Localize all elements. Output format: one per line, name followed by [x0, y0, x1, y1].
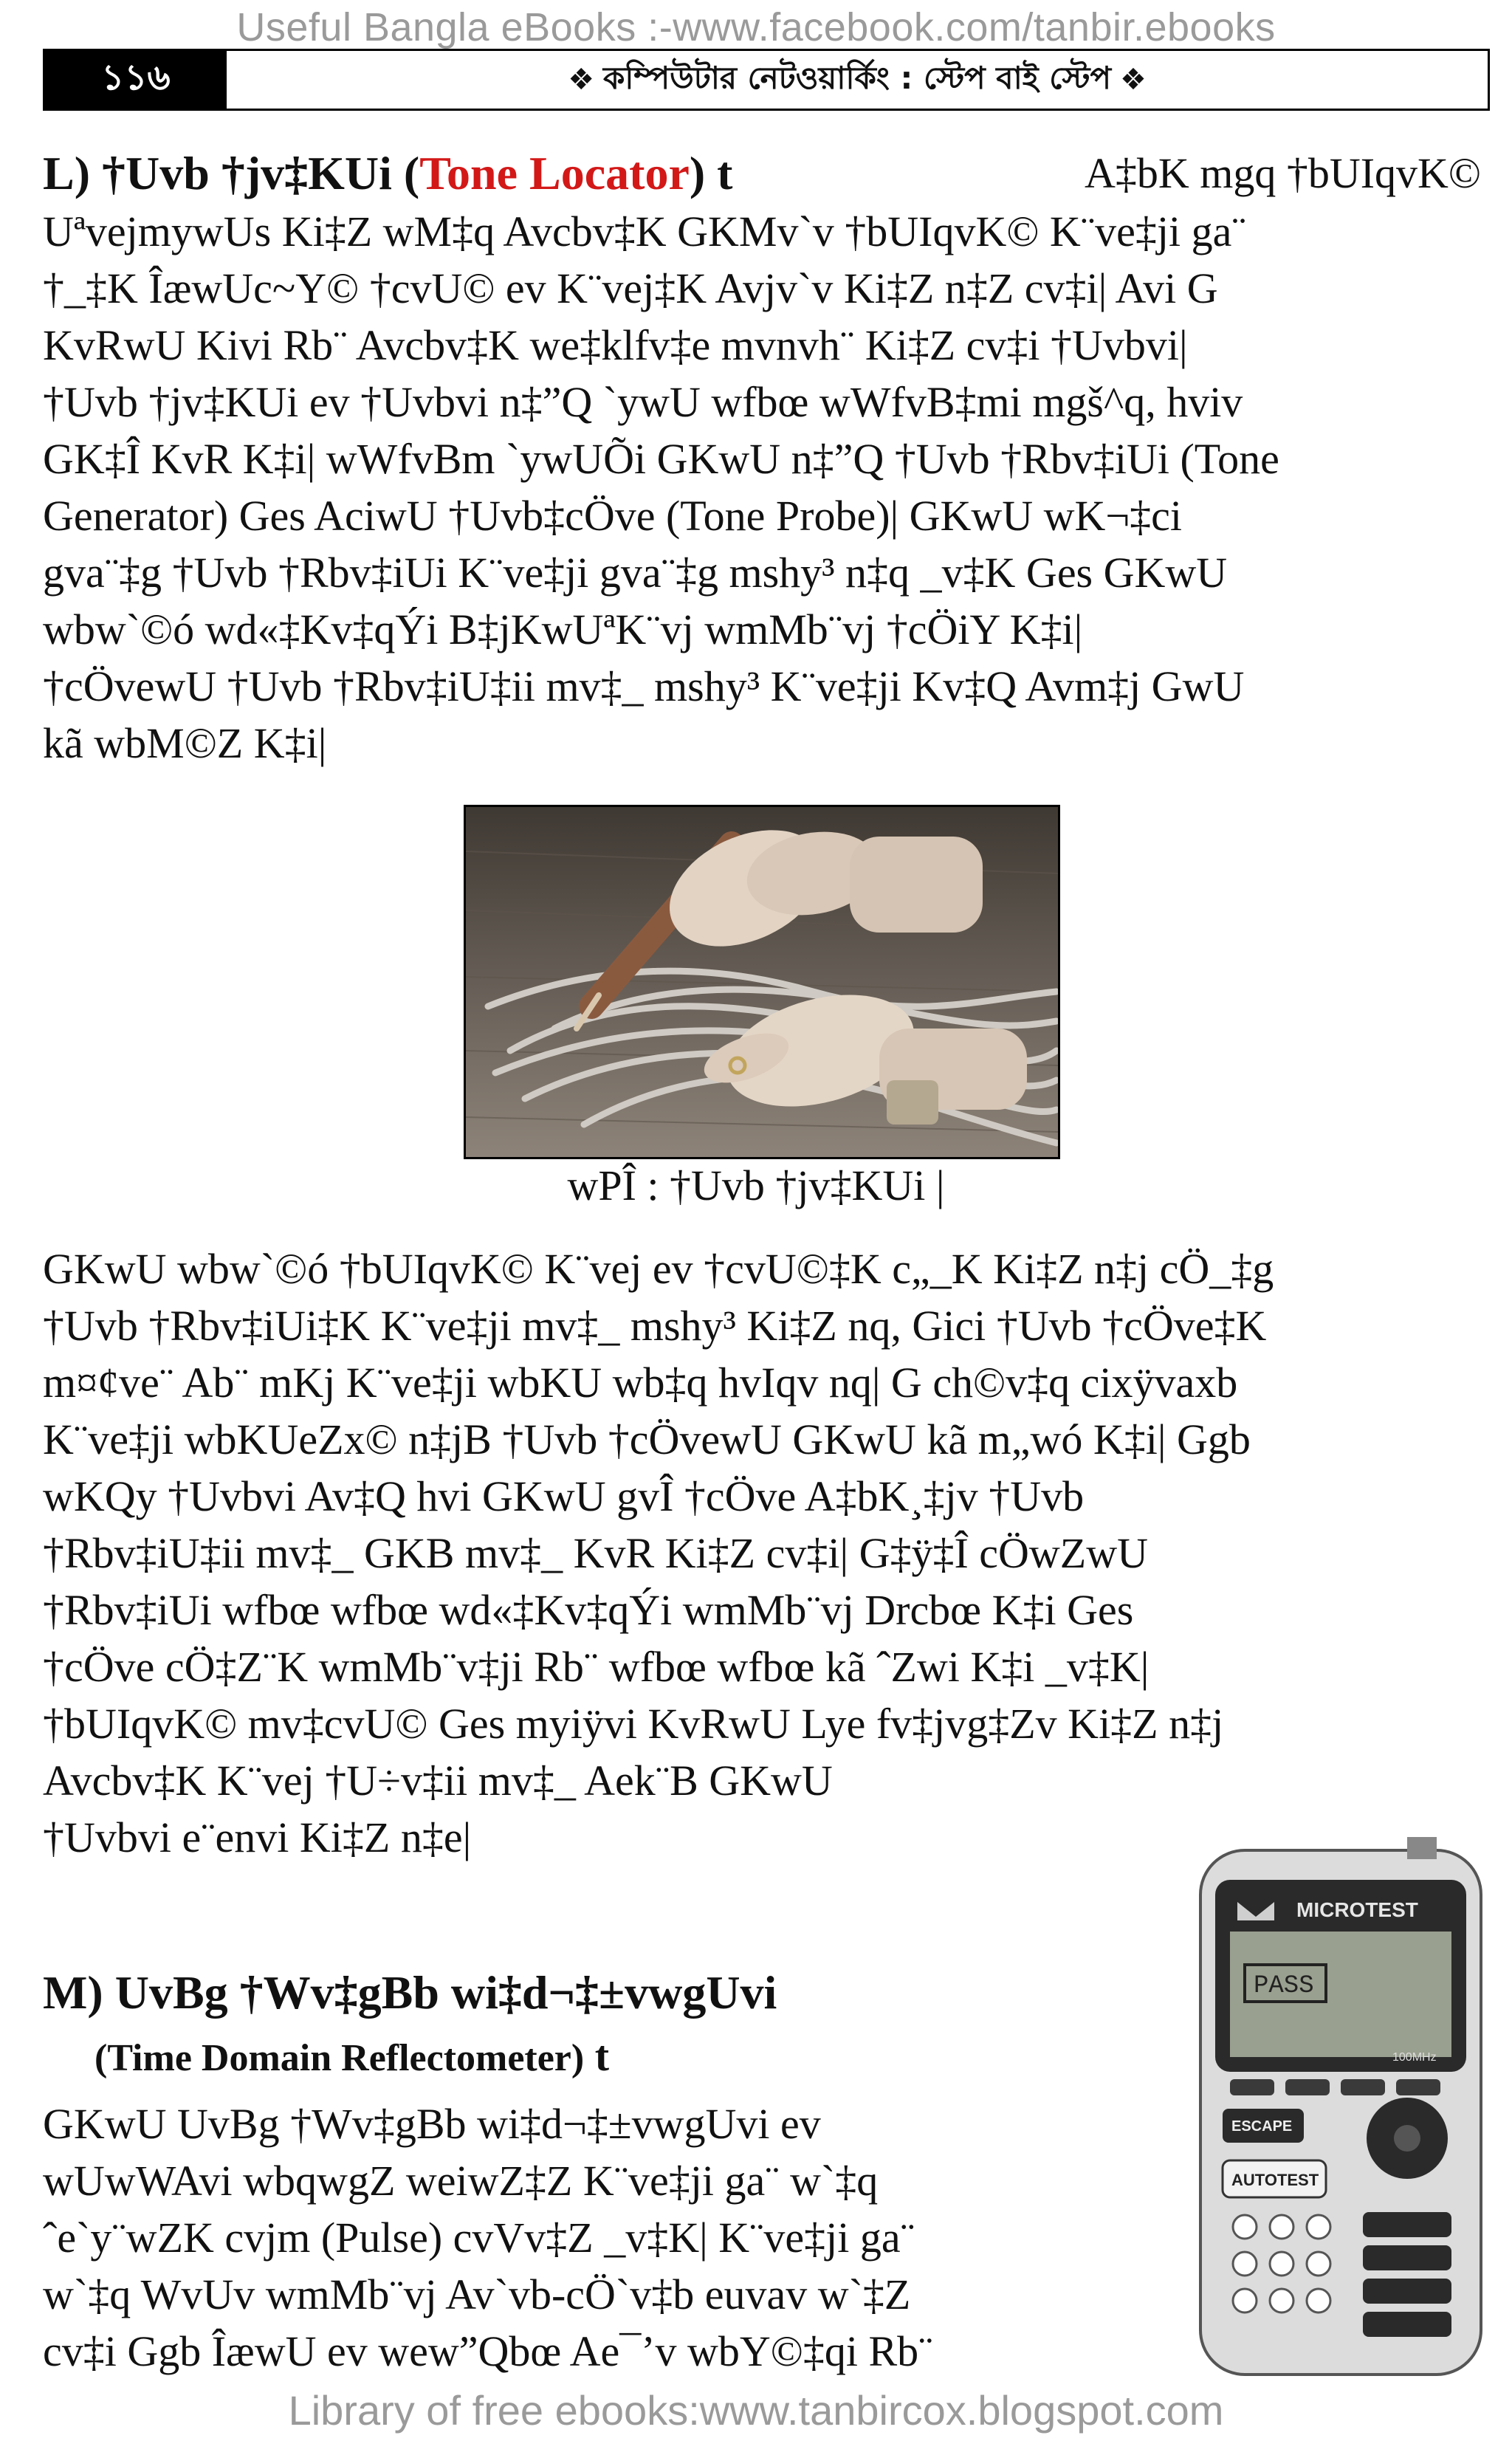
escape-key-label: ESCAPE	[1231, 2118, 1293, 2135]
text-span: †Rbv‡iU‡ii mv‡_ GKB mv‡_ KvR Ki‡Z cv‡i| G‡ÿ‡Î cÖwZwU	[43, 1529, 1148, 1577]
section-m-subtitle: (Time Domain Reflectometer)	[94, 2037, 585, 2079]
text-span: †Uvb †Rbv‡iUi‡K K¨ve‡ji mv‡_ mshy³ Ki‡Z nq, Gici †Uvb †cÖve‡K	[43, 1302, 1267, 1350]
text-span: †Uvb †jv‡KUi ev †Uvbvi n‡”Q `ywU wfbœ wWfvB‡mi mgš^q, hviv	[43, 378, 1243, 426]
section-l	[43, 145, 1481, 772]
text-span: m¤¢ve¨ Ab¨ mKj K¨ve‡ji wbKU wb‡q hvIqv nq| G ch©v‡q cixÿvaxb	[43, 1359, 1238, 1407]
text-line	[43, 1695, 1482, 1752]
figure-caption: wPÎ : †Uvb †jv‡KUi |	[567, 1161, 945, 1209]
text-span: wUwWAvi wbqwgZ weiwZ‡Z K¨ve‡ji ga¨ w`‡q	[43, 2157, 879, 2205]
text-line	[43, 1752, 1128, 1809]
function-key	[1341, 2079, 1385, 2095]
text-span: w`‡q WvUv wmMb¨vj Av`vb-cÖ`v‡b euvav w`‡Z	[43, 2270, 911, 2318]
text-span: GKwU UvBg †Wv‡gBb wi‡d¬‡±vwgUvi ev	[43, 2100, 821, 2148]
text-line	[43, 1240, 1482, 1297]
text-line	[43, 1525, 1482, 1582]
text-span: gva¨‡g †Uvb †Rbv‡iUi K¨ve‡ji gva¨‡g mshy³ n‡q _v‡K Ges GKwU	[43, 549, 1228, 597]
section-l-heading-line	[43, 145, 1481, 203]
text-span: Avcbv‡K K¨vej †U÷v‡ii mv‡_ Aek¨B GKwU	[43, 1757, 833, 1805]
text-span: wKQy †Uvbvi Av‡Q hvi GKwU gvÎ †cÖve A‡bK¸‡jv †Uvb	[43, 1472, 1085, 1520]
text-span: ˆe`y¨wZK cvjm (Pulse) cvVv‡Z _v‡K| K¨ve‡ji ga¨	[43, 2214, 915, 2262]
tdr-device-illustration	[1186, 1836, 1496, 2382]
text-span: UªvejmywUs Ki‡Z wM‡q Avcbv‡K GKMv`v †bUIqvK© K¨ve‡ji ga¨	[43, 207, 1246, 255]
text-span: †_‡K ÎæwUc~Y© †cvU© ev K¨vej‡K Avjv`v Ki‡Z n‡Z cv‡i| Avi G	[43, 264, 1218, 312]
text-span: wbw`©ó wd«‡Kv‡qÝi B‡jKwUªK¨vj wmMb¨vj †cÖiY K‡i|	[43, 605, 1083, 653]
page-number: ১১৬	[45, 51, 227, 109]
text-span: GK‡Î KvR K‡i| wWfvBm `ywUÕi GKwU n‡”Q †Uvb †Rbv‡iUi (Tone	[43, 435, 1279, 483]
text-line	[43, 374, 1481, 430]
text-line	[43, 1411, 1482, 1468]
watermark-bottom: Library of free ebooks:www.tanbircox.blogspot.com	[288, 2387, 1224, 2434]
device-freq: 100MHz	[1392, 2051, 1437, 2064]
text-line	[43, 1468, 1482, 1525]
text-span: cv‡i Ggb ÎæwU ev wew”Qbœ Ae¯’v wbY©‡qi Rb¨	[43, 2327, 933, 2375]
text-line	[43, 430, 1481, 487]
text-line	[43, 2152, 1135, 2209]
text-line	[43, 1297, 1482, 1354]
section-m-heading: M) UvBg †Wv‡gBb wi‡d¬‡±vwgUvi	[43, 1966, 777, 2019]
tone-locator-illustration	[466, 807, 1058, 1157]
text-line	[43, 317, 1481, 374]
running-title: কম্পিউটার নেটওয়ার্কিং : স্টেপ বাই স্টেপ	[603, 59, 1111, 96]
text-line	[43, 1582, 1482, 1638]
function-key	[1396, 2079, 1440, 2095]
text-line	[43, 1638, 1482, 1695]
section-l-label-end: ) t	[689, 147, 733, 199]
text-line	[43, 658, 1481, 715]
running-title-box	[227, 51, 1488, 109]
section-m-subtitle-line	[94, 2027, 609, 2087]
tdr-device-photo	[1186, 1836, 1496, 2382]
tone-locator-photo	[464, 805, 1060, 1159]
text-line	[43, 1354, 1482, 1411]
section-l-label: L) †Uvb †jv‡KUi (	[43, 147, 420, 199]
text-span: †cÖvewU †Uvb †Rbv‡iU‡ii mv‡_ mshy³ K¨ve‡ji Kv‡Q Avm‡j GwU	[43, 662, 1245, 710]
text-span: KvRwU Kivi Rb¨ Avcbv‡K we‡klfv‡e mvnvh¨ Ki‡Z cv‡i †Uvbvi|	[43, 321, 1188, 369]
text-span: †cÖve cÖ‡Z¨K wmMb¨v‡ji Rb¨ wfbœ wfbœ kã ˆZwi K‡i _v‡K|	[43, 1643, 1150, 1691]
diamond-icon: ❖	[1119, 63, 1147, 97]
text-line	[43, 2209, 1135, 2266]
section-l-highlight: Tone Locator	[419, 147, 690, 199]
text-span: †Uvbvi e¨envi Ki‡Z n‡e|	[43, 1813, 472, 1861]
device-display-text: PASS	[1254, 1972, 1314, 2000]
text-line	[43, 260, 1481, 317]
text-line	[43, 715, 1481, 772]
text-line	[43, 2095, 1135, 2152]
watermark-top: Useful Bangla eBooks :-www.facebook.com/tanbir.ebooks	[236, 5, 1276, 49]
text-line	[43, 601, 1481, 658]
text-line	[43, 203, 1481, 260]
text-line	[43, 2266, 1135, 2323]
section-m-subtitle-end: t	[594, 2032, 610, 2080]
text-span: K¨ve‡ji wbKUeZx© n‡jB †Uvb †cÖvewU GKwU kã m„wó K‡i| Ggb	[43, 1415, 1251, 1463]
paragraph-2	[43, 1240, 1482, 1866]
text-span: †Rbv‡iUi wfbœ wfbœ wd«‡Kv‡qÝi wmMb¨vj Drcbœ K‡i Ges	[43, 1586, 1134, 1634]
text-line	[43, 544, 1481, 601]
function-key	[1285, 2079, 1330, 2095]
text-line: A‡bK mgq †bUIqvK©	[1084, 149, 1481, 197]
diamond-icon: ❖	[568, 63, 595, 97]
page-header	[43, 49, 1490, 111]
text-span: †bUIqvK© mv‡cvU© Ges myiÿvi KvRwU Lye fv‡jvg‡Zv Ki‡Z n‡j	[43, 1700, 1224, 1748]
device-brand: MICROTEST	[1296, 1898, 1418, 1921]
text-line	[43, 2323, 1135, 2380]
function-key	[1230, 2079, 1274, 2095]
autotest-key-label: AUTOTEST	[1231, 2171, 1319, 2189]
text-span: kã wbM©Z K‡i|	[43, 719, 327, 767]
section-l-heading	[43, 145, 732, 203]
text-line	[43, 487, 1481, 544]
text-span: Generator) Ges AciwU †Uvb‡cÖve (Tone Probe)| GKwU wK¬‡ci	[43, 492, 1183, 540]
text-span: GKwU wbw`©ó †bUIqvK© K¨vej ev †cvU©‡K c„_K Ki‡Z n‡j cÖ_‡g	[43, 1245, 1274, 1293]
section-m-body	[43, 2095, 1135, 2380]
